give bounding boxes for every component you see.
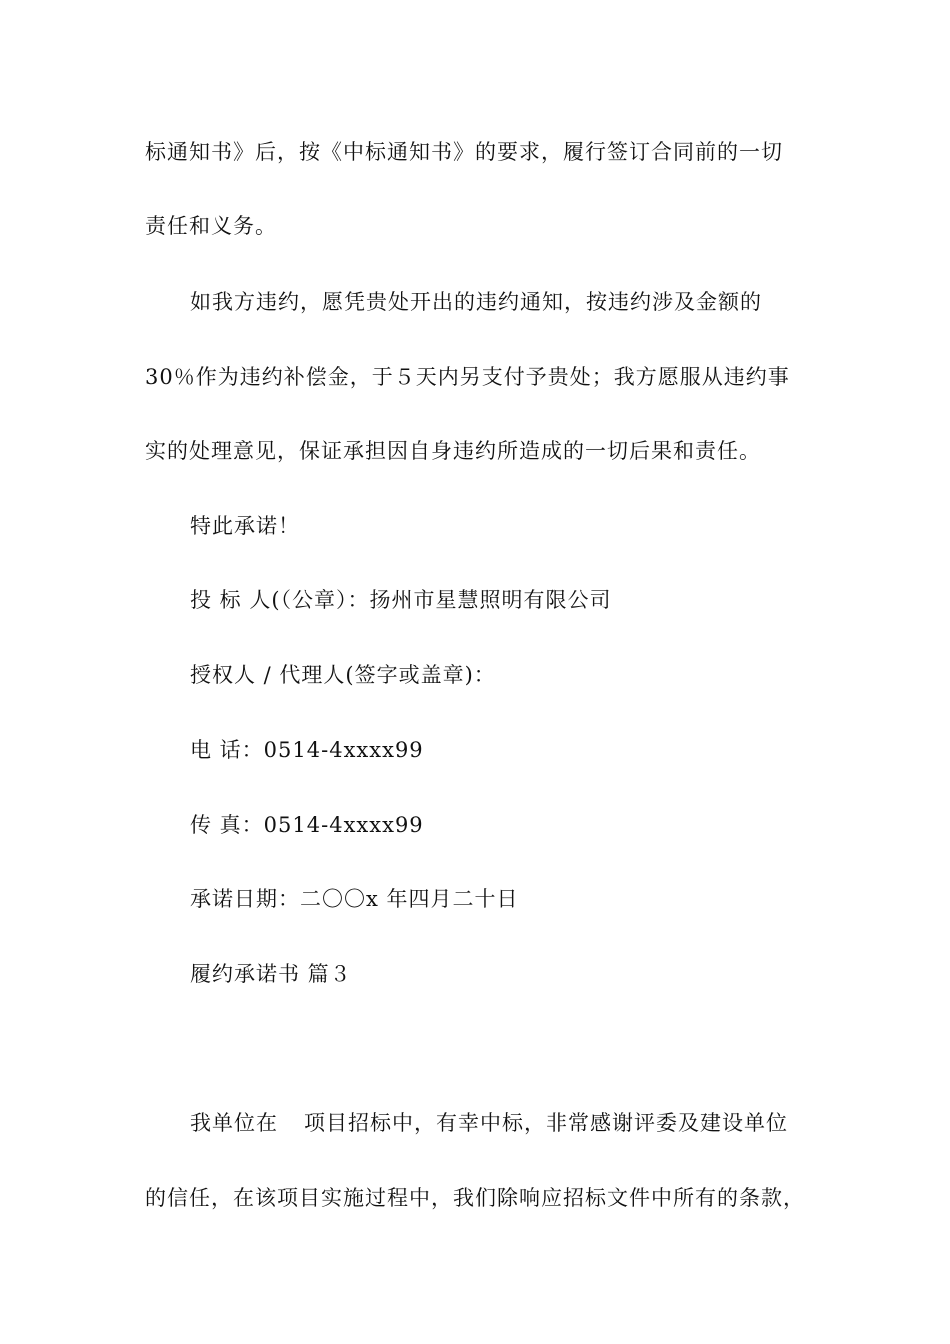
phone-line: 电 话：0514-4xxxx99 xyxy=(190,738,424,762)
paragraph-3-line-1-start: 我单位在 xyxy=(190,1111,278,1135)
section-title: 履约承诺书 篇３ xyxy=(190,962,352,986)
paragraph-1-line-2: 责任和义务。 xyxy=(145,214,277,238)
authorized-line: 授权人 / 代理人(签字或盖章)： xyxy=(190,663,496,687)
paragraph-3-line-1 xyxy=(190,1109,788,1137)
paragraph-3-line-1-end: 项目招标中，有幸中标，非常感谢评委及建设单位 xyxy=(304,1111,788,1135)
date-line: 承诺日期：二〇〇x 年四月二十日 xyxy=(190,887,519,911)
paragraph-1-line-1: 标通知书》后，按《中标通知书》的要求，履行签订合同前的一切 xyxy=(145,140,783,164)
bidder-line: 投 标 人(（公章）：扬州市星慧照明有限公司 xyxy=(190,588,612,612)
fax-line: 传 真：0514-4xxxx99 xyxy=(190,813,424,837)
paragraph-3-line-2: 的信任，在该项目实施过程中，我们除响应招标文件中所有的条款， xyxy=(145,1186,805,1210)
paragraph-2-line-3: 实的处理意见，保证承担因自身违约所造成的一切后果和责任。 xyxy=(145,439,761,463)
paragraph-2-line-1: 如我方违约，愿凭贵处开出的违约通知，按违约涉及金额的 xyxy=(190,290,762,314)
closing-statement: 特此承诺！ xyxy=(190,514,300,538)
paragraph-2-line-2: 30％作为违约补偿金，于５天内另支付予贵处；我方愿服从违约事 xyxy=(145,365,790,389)
